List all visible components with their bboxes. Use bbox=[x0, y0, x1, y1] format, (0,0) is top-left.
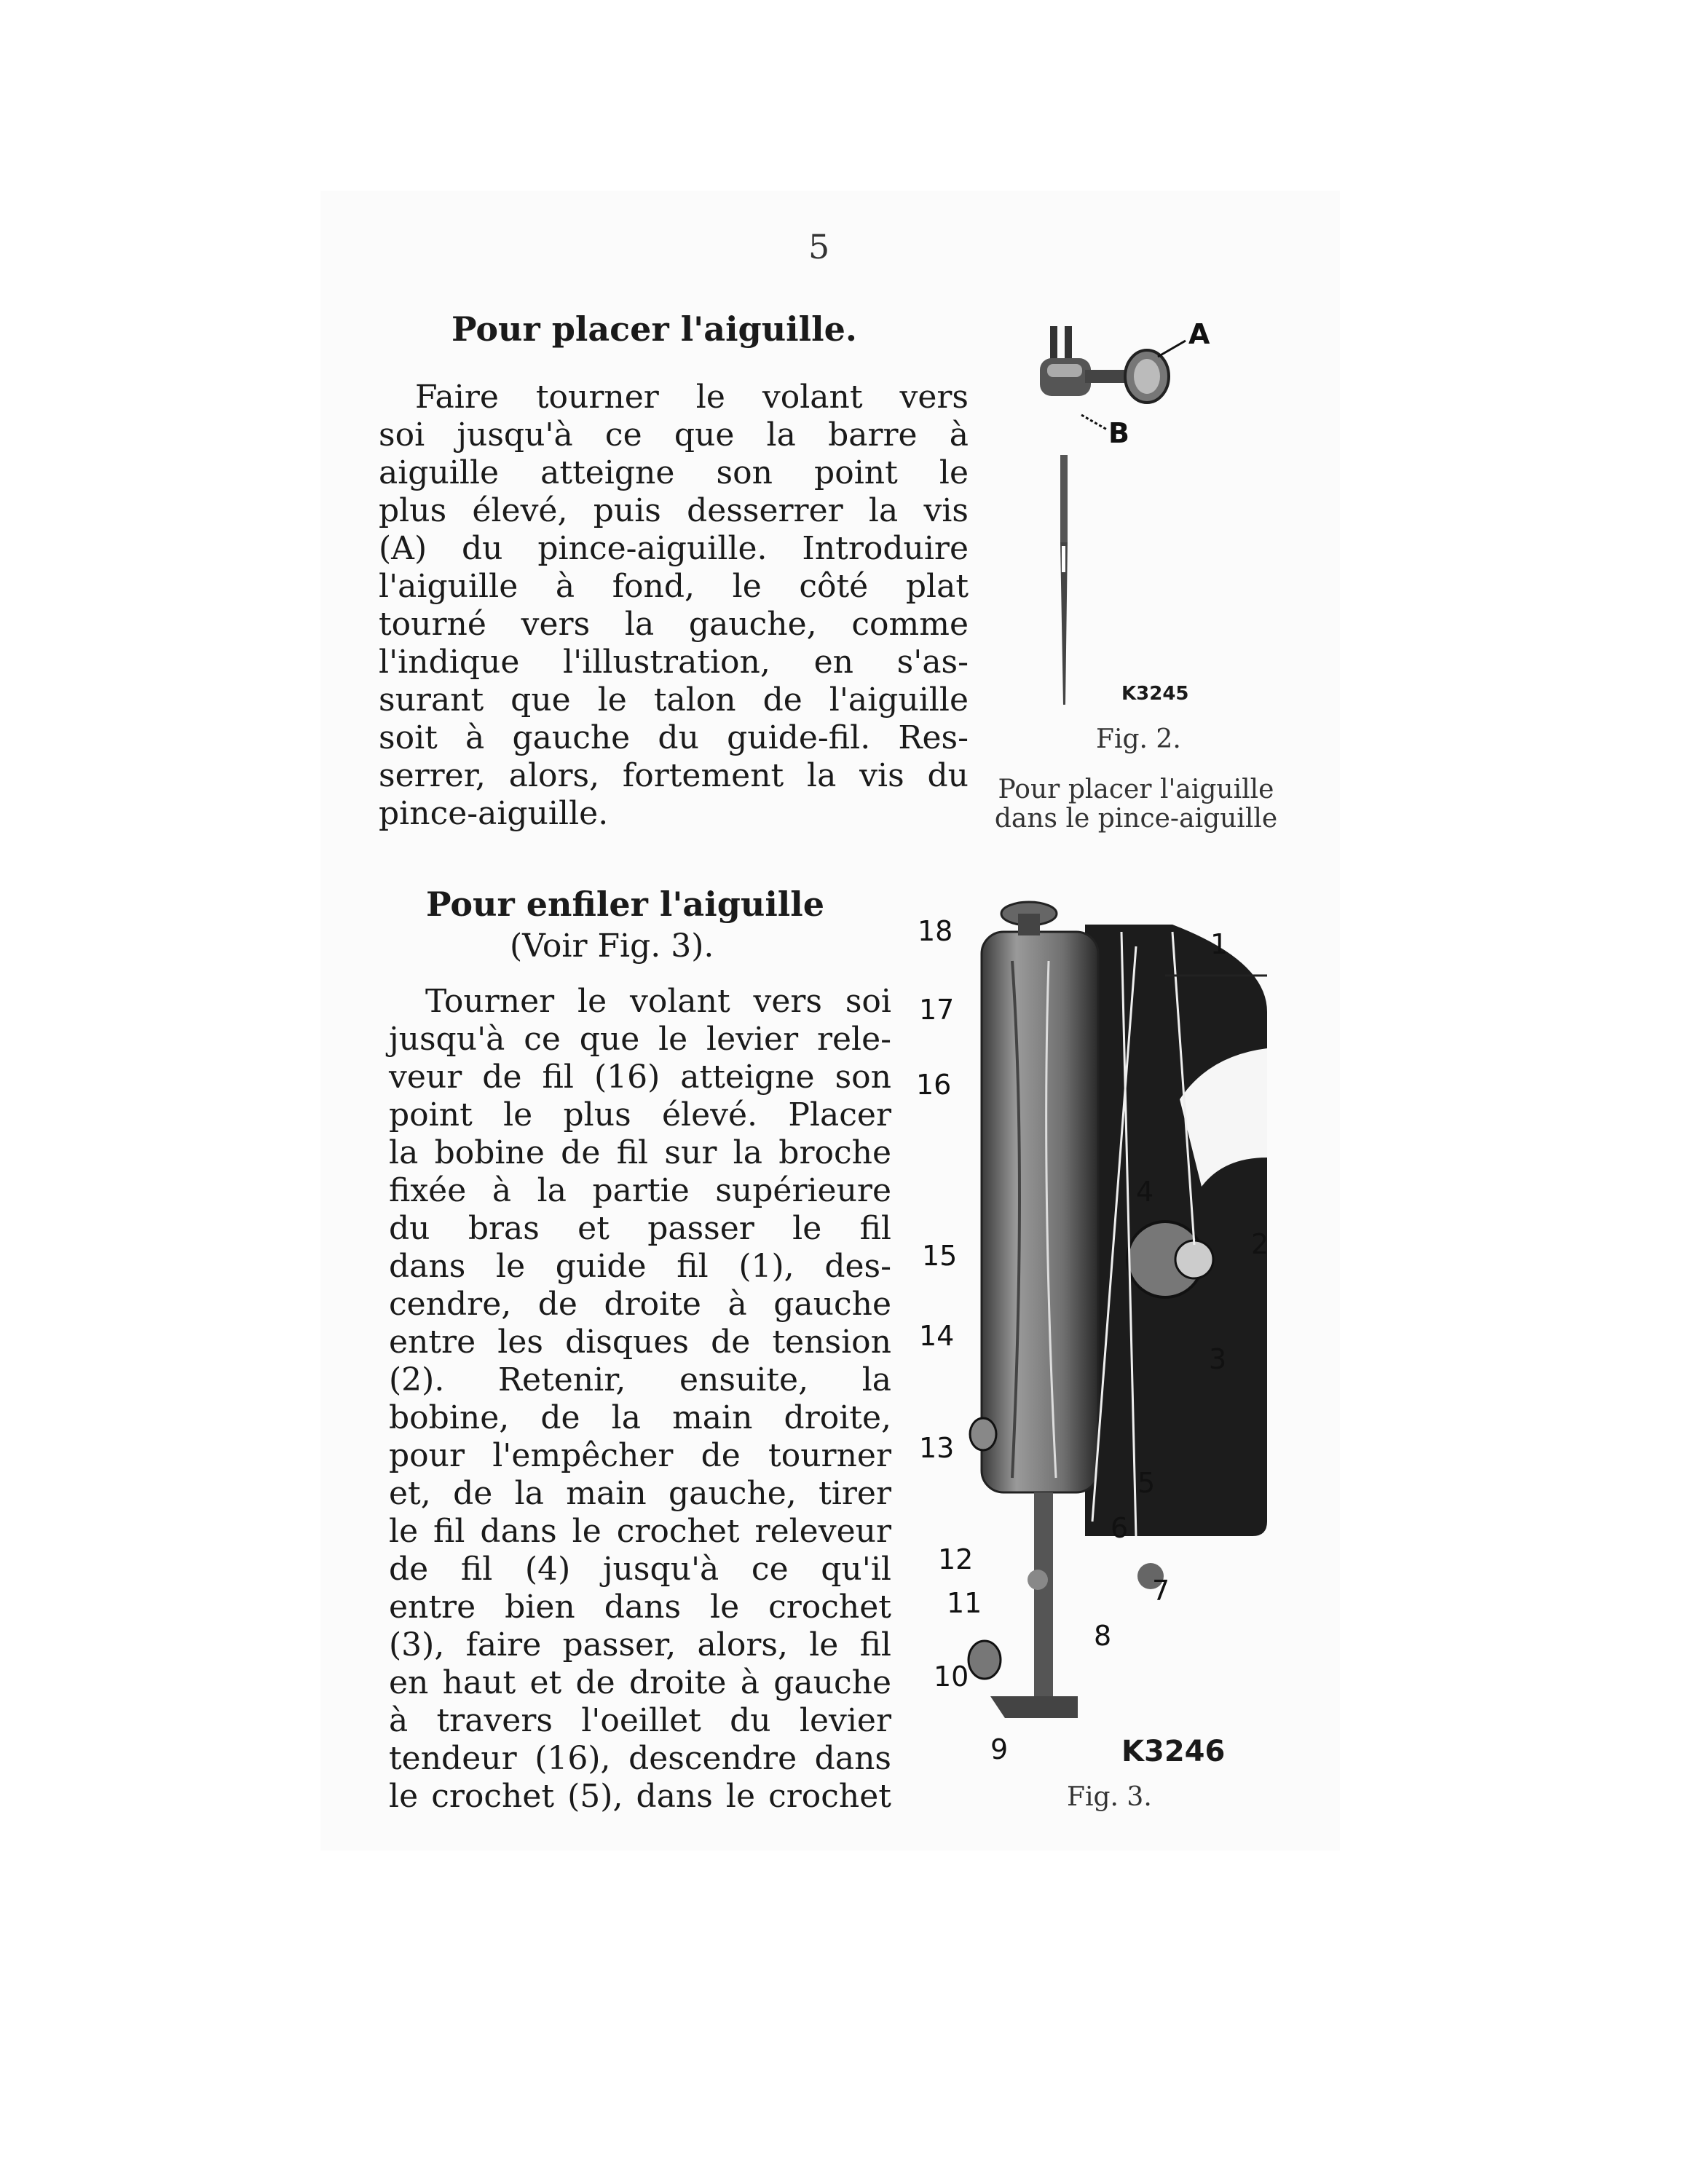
callout-1: 1 bbox=[1210, 928, 1228, 960]
text-line: cendre, de droite à gauche bbox=[389, 1286, 891, 1323]
text-line: du bras et passer le fil bbox=[389, 1210, 891, 1247]
text-line: le fil dans le crochet releveur bbox=[389, 1513, 891, 1550]
figure3-threading-diagram bbox=[903, 881, 1282, 1791]
callout-16: 16 bbox=[916, 1069, 952, 1101]
text-line: à travers l'oeillet du levier bbox=[389, 1702, 891, 1739]
callout-A: A bbox=[1188, 318, 1210, 350]
text-line: (2). Retenir, ensuite, la bbox=[389, 1361, 891, 1398]
callout-18: 18 bbox=[918, 915, 953, 947]
text-line: pince-aiguille. bbox=[379, 795, 609, 832]
callout-15: 15 bbox=[922, 1240, 958, 1272]
text-line: la bobine de fil sur la broche bbox=[389, 1134, 891, 1171]
text-line: jusqu'à ce que le levier rele- bbox=[389, 1021, 891, 1058]
callout-9: 9 bbox=[990, 1733, 1009, 1765]
callout-8: 8 bbox=[1094, 1620, 1112, 1652]
needle-bar-clamp bbox=[1040, 326, 1169, 403]
machine-head bbox=[969, 902, 1267, 1718]
callout-2: 2 bbox=[1251, 1228, 1269, 1260]
callout-5: 5 bbox=[1137, 1467, 1156, 1499]
text-line: serrer, alors, fortement la vis du bbox=[379, 757, 969, 794]
text-line: aiguille atteigne son point le bbox=[379, 454, 969, 491]
text-line: fixée à la partie supérieure bbox=[389, 1172, 891, 1209]
callout-3: 3 bbox=[1209, 1343, 1227, 1375]
section2-body bbox=[389, 983, 891, 1816]
section2-subtitle: (Voir Fig. 3). bbox=[510, 927, 714, 965]
text-line: (3), faire passer, alors, le fil bbox=[389, 1626, 891, 1663]
needle bbox=[1060, 455, 1068, 705]
text-line: tendeur (16), descendre dans bbox=[389, 1740, 891, 1777]
callout-B: B bbox=[1108, 417, 1129, 449]
text-line: surant que le talon de l'aiguille bbox=[379, 681, 969, 719]
figure2-needle-clamp-illustration bbox=[1012, 306, 1253, 713]
text-line: pour l'empêcher de tourner bbox=[389, 1437, 891, 1474]
callout-4: 4 bbox=[1136, 1176, 1154, 1208]
page-number: 5 bbox=[808, 227, 830, 266]
text-line: veur de fil (16) atteigne son bbox=[389, 1059, 891, 1096]
caption-line: Pour placer l'aiguille bbox=[998, 775, 1274, 804]
callout-10: 10 bbox=[934, 1661, 969, 1693]
text-line: et, de la main gauche, tirer bbox=[389, 1475, 891, 1512]
figure2-caption bbox=[990, 775, 1282, 834]
text-line: (A) du pince-aiguille. Introduire bbox=[379, 530, 969, 567]
caption-line: dans le pince-aiguille bbox=[994, 804, 1278, 834]
text-line: tourné vers la gauche, comme bbox=[379, 606, 969, 643]
section2-title: Pour enfiler l'aiguille bbox=[426, 885, 825, 924]
callout-17: 17 bbox=[919, 994, 955, 1026]
text-line: de fil (4) jusqu'à ce qu'il bbox=[389, 1551, 891, 1588]
callout-14: 14 bbox=[919, 1320, 955, 1352]
figure2-label: Fig. 2. bbox=[1096, 724, 1181, 754]
text-line: en haut et de droite à gauche bbox=[389, 1664, 891, 1701]
text-line: entre bien dans le crochet bbox=[389, 1588, 891, 1626]
section1-body bbox=[379, 379, 969, 833]
callout-7: 7 bbox=[1152, 1575, 1170, 1607]
text-line: soit à gauche du guide-fil. Res- bbox=[379, 719, 969, 756]
figure2-code: K3245 bbox=[1121, 683, 1189, 705]
figure3-code: K3246 bbox=[1121, 1735, 1226, 1768]
callout-13: 13 bbox=[919, 1432, 955, 1464]
text-line: l'indique l'illustration, en s'as- bbox=[379, 644, 969, 681]
text-line: dans le guide fil (1), des- bbox=[389, 1248, 891, 1285]
text-line: l'aiguille à fond, le côté plat bbox=[379, 568, 969, 605]
callout-6: 6 bbox=[1111, 1512, 1129, 1544]
callout-12: 12 bbox=[938, 1543, 974, 1575]
text-line: bobine, de la main droite, bbox=[389, 1399, 891, 1436]
callout-arrow-B bbox=[1081, 415, 1107, 430]
text-line: Faire tourner le volant vers bbox=[415, 379, 969, 416]
callout-arrow-A bbox=[1158, 341, 1186, 357]
text-line: soi jusqu'à ce que la barre à bbox=[379, 416, 969, 454]
text-line: entre les disques de tension bbox=[389, 1324, 891, 1361]
callout-11: 11 bbox=[947, 1587, 982, 1619]
figure3-label: Fig. 3. bbox=[1067, 1782, 1152, 1812]
text-line: plus élevé, puis desserrer la vis bbox=[379, 492, 969, 529]
section1-title: Pour placer l'aiguille. bbox=[451, 309, 857, 349]
text-line: le crochet (5), dans le crochet bbox=[389, 1778, 891, 1815]
text-line: point le plus élevé. Placer bbox=[389, 1096, 891, 1133]
text-line: Tourner le volant vers soi bbox=[425, 983, 891, 1020]
